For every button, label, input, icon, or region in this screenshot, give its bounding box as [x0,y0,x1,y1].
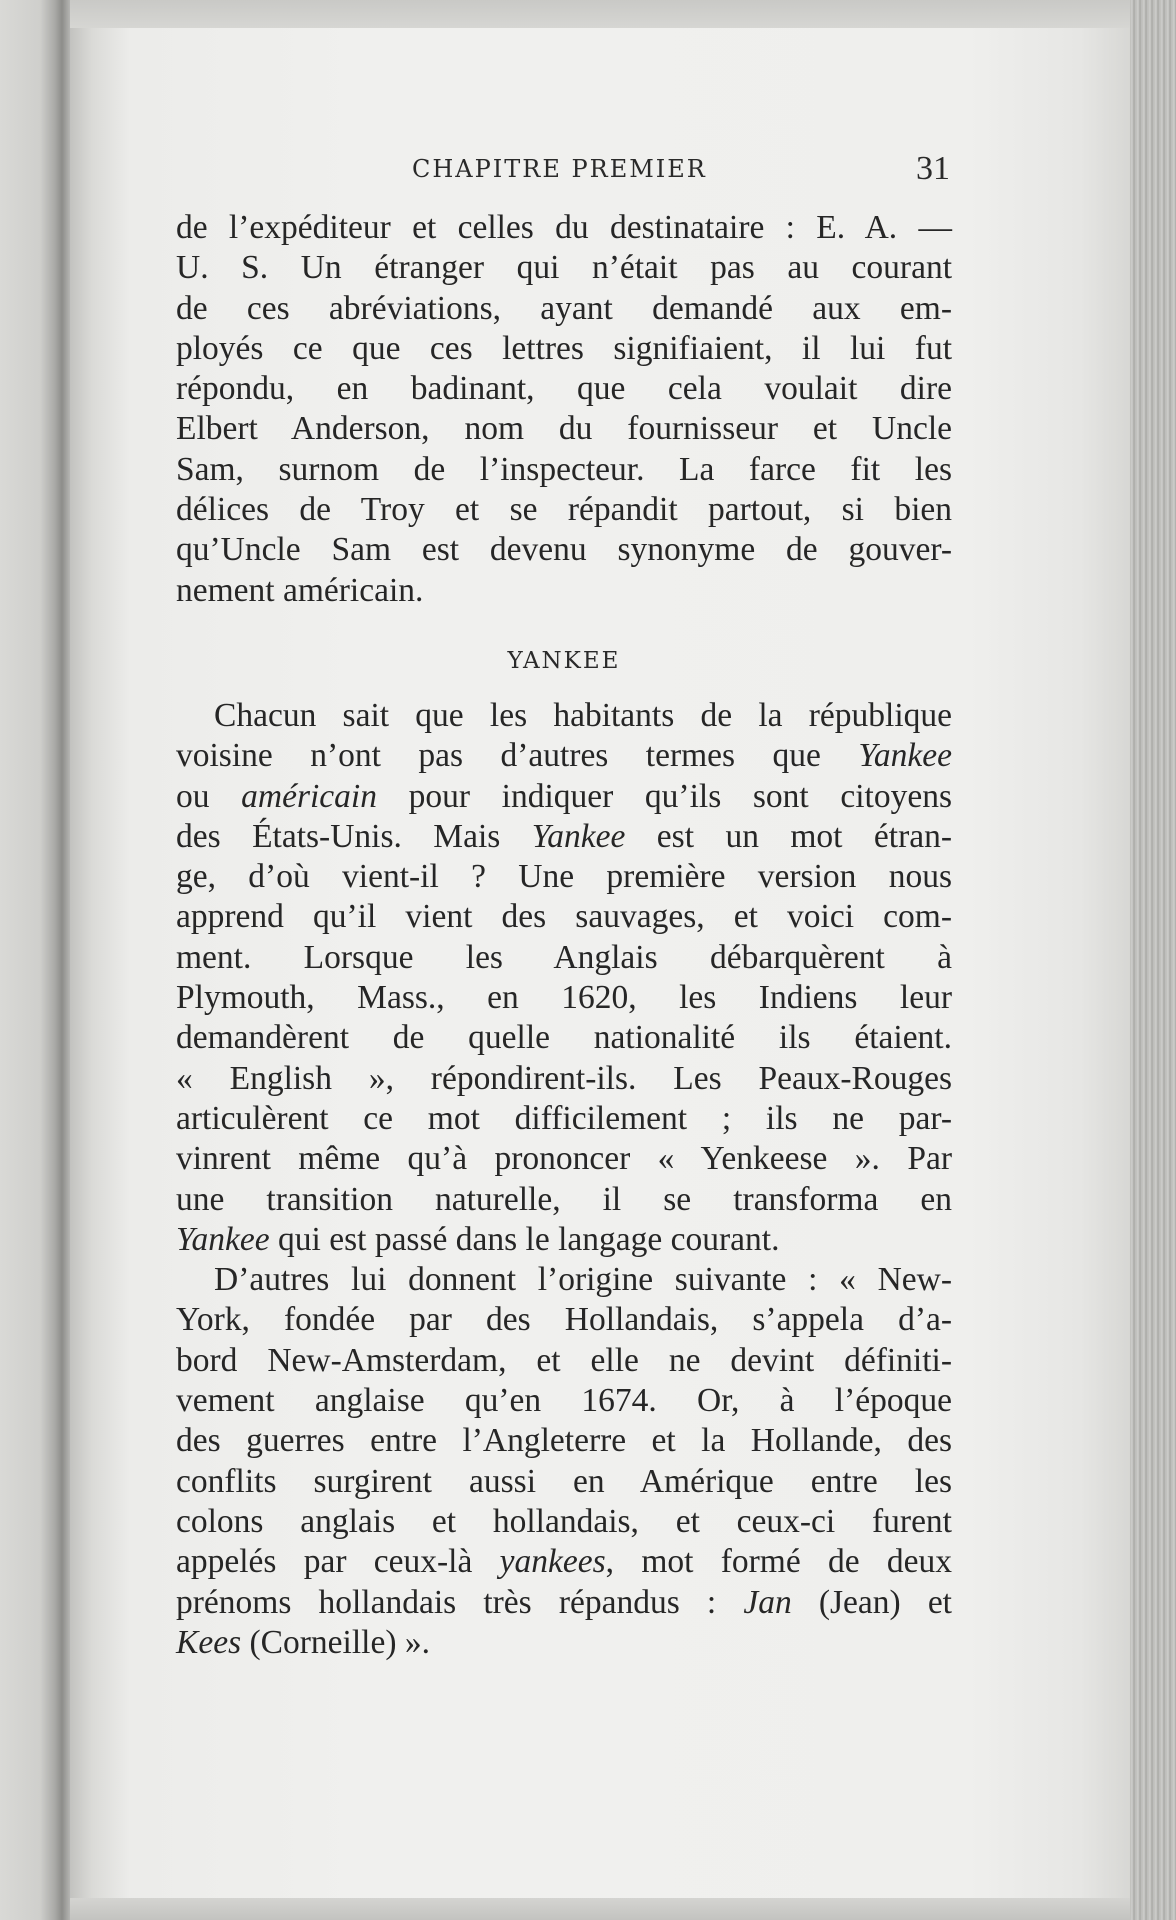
text-segment: est un mot étran- [625,817,952,855]
scan-right-edge [1130,0,1176,1920]
running-head: CHAPITRE PREMIER [412,155,707,183]
text-segment: des États-Unis. Mais [176,817,532,855]
text-line: qu’Uncle Sam est devenu synonyme de gouver- [176,531,952,569]
scan-left-edge [0,0,70,1920]
section-title: YANKEE [507,648,621,674]
text-line [176,817,952,857]
text-line [176,736,952,776]
text-line: apprend qu’il vient des sauvages, et voici com- [176,898,952,936]
text-line: répondu, en badinant, que cela voulait dire [176,370,952,408]
text-segment: prénoms hollandais très répandus : [176,1583,744,1621]
text-line: de ces abréviations, ayant demandé aux em- [176,289,952,327]
text-line: ge, d’où vient-il ? Une première version nous [176,858,952,896]
text-line [176,1220,952,1260]
italic-word: yankees [499,1543,606,1581]
text-segment: pour indiquer qu’ils sont citoyens [376,777,952,815]
text-line: « English », répondirent-ils. Les Peaux-Rouges [176,1059,952,1097]
italic-word: Yankee [531,817,626,855]
text-line: bord New-Amsterdam, et elle ne devint définiti- [176,1341,952,1379]
text-line: Plymouth, Mass., en 1620, les Indiens leur [176,979,952,1017]
paragraph-yankee [176,696,952,1663]
text-line: colons anglais et hollandais, et ceux-ci furent [176,1502,952,1540]
text-line: délices de Troy et se répandit partout, si bien [176,491,952,529]
text-line: U. S. Un étranger qui n’était pas au courant [176,249,952,287]
text-line: York, fondée par des Hollandais, s’appela d’a- [176,1301,952,1339]
text-line: D’autres lui donnent l’origine suivante : « New- [214,1261,952,1299]
text-segment: ou [176,777,242,815]
text-line [176,1623,952,1663]
text-line: ment. Lorsque les Anglais débarquèrent à [176,938,952,976]
text-line [176,1583,952,1623]
text-line [176,777,952,817]
italic-word: Yankee [858,737,952,775]
text-segment: qui est passé dans le langage courant. [269,1220,780,1258]
text-line: vinrent même qu’à prononcer « Yenkeese ». Par [176,1140,952,1178]
text-line: nement américain. [176,571,424,609]
text-line: Elbert Anderson, nom du fournisseur et Uncle [176,410,952,448]
text-line: de l’expéditeur et celles du destinataire : E. A. — [176,209,952,246]
text-segment: , mot formé de deux [605,1543,952,1581]
paragraph-uncle-sam [176,208,952,611]
page-number: 31 [916,150,950,187]
text-segment: (Jean) et [791,1583,952,1621]
text-line: Chacun sait que les habitants de la république [214,697,952,734]
scan-top-edge [70,0,1130,28]
italic-word: américain [241,777,377,815]
text-line [176,1542,952,1582]
text-line: des guerres entre l’Angleterre et la Hollande, des [176,1422,952,1460]
text-segment: voisine n’ont pas d’autres termes que [176,737,859,775]
text-line: articulèrent ce mot difficilement ; ils ne par- [176,1099,952,1137]
text-segment: (Corneille) ». [241,1623,430,1661]
italic-word: Yankee [176,1220,270,1258]
text-line: Sam, surnom de l’inspecteur. La farce fit les [176,450,952,488]
text-line: ployés ce que ces lettres signifiaient, il lui fut [176,329,952,367]
scan-bottom-edge [70,1898,1130,1920]
italic-word: Kees [176,1623,242,1661]
text-line: demandèrent de quelle nationalité ils étaient. [176,1019,952,1057]
italic-word: Jan [743,1583,792,1621]
text-line: vement anglaise qu’en 1674. Or, à l’époque [176,1382,952,1420]
text-line: conflits surgirent aussi en Amérique entre les [176,1462,952,1500]
text-segment: appelés par ceux-là [176,1543,500,1581]
text-line: une transition naturelle, il se transforma en [176,1180,952,1218]
